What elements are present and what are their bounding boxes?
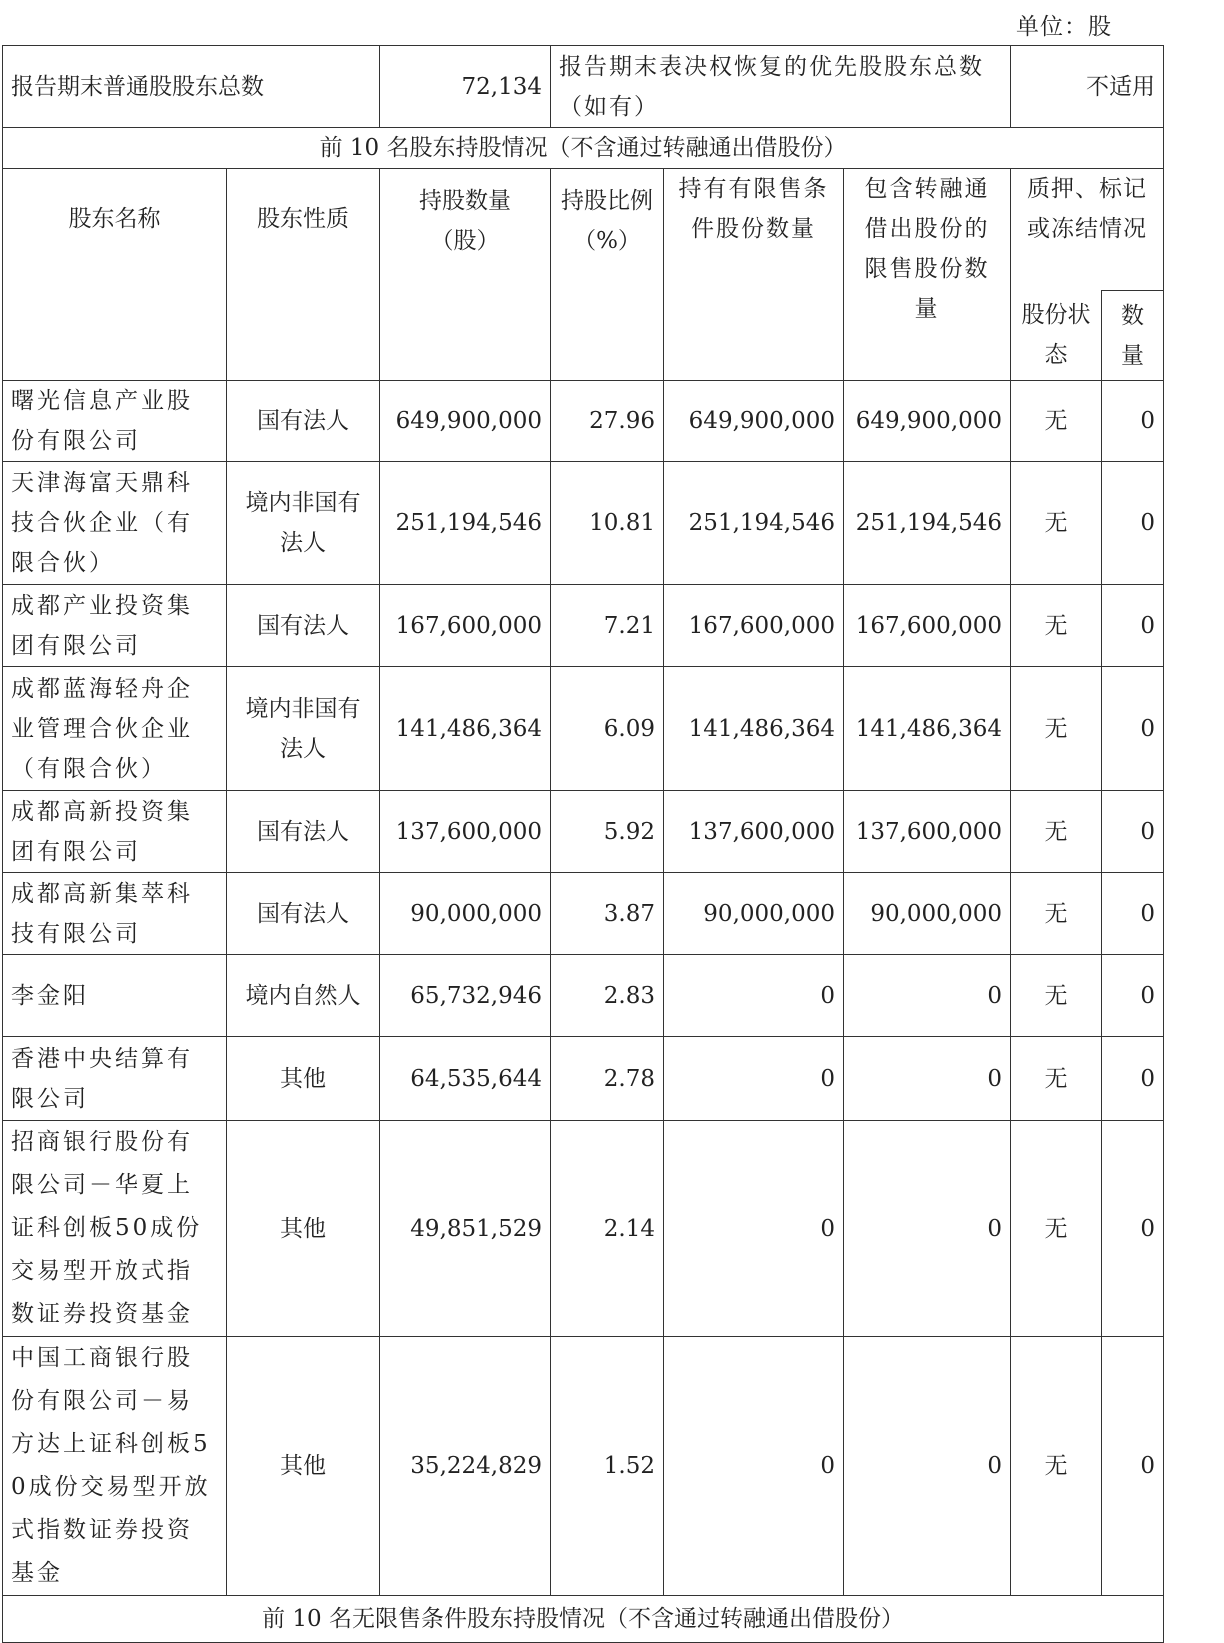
holder-restricted: 141,486,364 bbox=[664, 667, 844, 791]
holder-lent-restricted: 167,600,000 bbox=[844, 585, 1011, 667]
holder-ratio: 5.92 bbox=[551, 791, 664, 873]
holder-ratio: 27.96 bbox=[551, 381, 664, 462]
holder-restricted: 0 bbox=[664, 1037, 844, 1121]
holder-restricted: 0 bbox=[664, 955, 844, 1037]
holder-name: 天津海富天鼎科技合伙企业（有限合伙） bbox=[3, 462, 227, 585]
table-row bbox=[3, 873, 1164, 955]
holder-name: 李金阳 bbox=[3, 955, 227, 1037]
holder-pledge-status: 无 bbox=[1011, 1037, 1102, 1121]
holder-nature: 国有法人 bbox=[227, 381, 380, 462]
holder-lent-restricted: 0 bbox=[844, 955, 1011, 1037]
holder-ratio: 2.78 bbox=[551, 1037, 664, 1121]
holder-nature: 境内非国有法人 bbox=[227, 667, 380, 791]
holder-lent-restricted: 0 bbox=[844, 1037, 1011, 1121]
holder-nature: 国有法人 bbox=[227, 873, 380, 955]
holder-lent-restricted: 0 bbox=[844, 1337, 1011, 1596]
header-pledge-status: 股份状态 bbox=[1011, 291, 1102, 381]
holder-nature: 国有法人 bbox=[227, 791, 380, 873]
holder-restricted: 167,600,000 bbox=[664, 585, 844, 667]
holder-shares: 649,900,000 bbox=[380, 381, 551, 462]
preferred-holders-label: 报告期末表决权恢复的优先股股东总数（如有） bbox=[551, 46, 1011, 128]
holder-pledge-status: 无 bbox=[1011, 873, 1102, 955]
holder-name: 成都产业投资集团有限公司 bbox=[3, 585, 227, 667]
holder-lent-restricted: 137,600,000 bbox=[844, 791, 1011, 873]
holder-shares: 137,600,000 bbox=[380, 791, 551, 873]
table-row bbox=[3, 955, 1164, 1037]
holder-shares: 167,600,000 bbox=[380, 585, 551, 667]
holder-restricted: 137,600,000 bbox=[664, 791, 844, 873]
holder-lent-restricted: 141,486,364 bbox=[844, 667, 1011, 791]
holder-pledge-qty: 0 bbox=[1102, 791, 1164, 873]
holder-shares: 90,000,000 bbox=[380, 873, 551, 955]
holder-pledge-qty: 0 bbox=[1102, 1337, 1164, 1596]
holder-lent-restricted: 0 bbox=[844, 1121, 1011, 1337]
next-section-title: 前 10 名无限售条件股东持股情况（不含通过转融通出借股份） bbox=[3, 1596, 1164, 1643]
holder-name: 招商银行股份有限公司－华夏上证科创板50成份交易型开放式指数证券投资基金 bbox=[3, 1121, 227, 1337]
holder-nature: 国有法人 bbox=[227, 585, 380, 667]
table-row bbox=[3, 1337, 1164, 1596]
holder-restricted: 0 bbox=[664, 1121, 844, 1337]
header-pledge-qty: 数量 bbox=[1102, 291, 1164, 381]
next-section-row bbox=[3, 1596, 1164, 1643]
header-nature: 股东性质 bbox=[227, 169, 380, 381]
holder-pledge-qty: 0 bbox=[1102, 955, 1164, 1037]
holder-pledge-status: 无 bbox=[1011, 462, 1102, 585]
header-pledge-group: 质押、标记或冻结情况 bbox=[1011, 169, 1164, 291]
holder-restricted: 649,900,000 bbox=[664, 381, 844, 462]
shareholder-table bbox=[2, 45, 1164, 1643]
holder-nature: 境内自然人 bbox=[227, 955, 380, 1037]
holder-lent-restricted: 649,900,000 bbox=[844, 381, 1011, 462]
common-holders-label: 报告期末普通股股东总数 bbox=[3, 46, 380, 128]
holder-pledge-qty: 0 bbox=[1102, 667, 1164, 791]
holder-nature: 其他 bbox=[227, 1121, 380, 1337]
holder-restricted: 90,000,000 bbox=[664, 873, 844, 955]
section-title-row bbox=[3, 128, 1164, 169]
header-lent-restricted: 包含转融通借出股份的限售股份数量 bbox=[844, 169, 1011, 381]
holder-shares: 251,194,546 bbox=[380, 462, 551, 585]
header-shares: 持股数量（股） bbox=[380, 169, 551, 381]
holder-pledge-status: 无 bbox=[1011, 585, 1102, 667]
holder-shares: 49,851,529 bbox=[380, 1121, 551, 1337]
holder-pledge-status: 无 bbox=[1011, 1121, 1102, 1337]
holder-pledge-qty: 0 bbox=[1102, 585, 1164, 667]
holder-name: 中国工商银行股份有限公司－易方达上证科创板50成份交易型开放式指数证券投资基金 bbox=[3, 1337, 227, 1596]
holder-shares: 65,732,946 bbox=[380, 955, 551, 1037]
holder-restricted: 0 bbox=[664, 1337, 844, 1596]
holder-ratio: 10.81 bbox=[551, 462, 664, 585]
holder-nature: 境内非国有法人 bbox=[227, 462, 380, 585]
holder-ratio: 3.87 bbox=[551, 873, 664, 955]
header-row bbox=[3, 169, 1164, 291]
holder-shares: 35,224,829 bbox=[380, 1337, 551, 1596]
holder-pledge-qty: 0 bbox=[1102, 462, 1164, 585]
holder-pledge-qty: 0 bbox=[1102, 1037, 1164, 1121]
header-restricted: 持有有限售条件股份数量 bbox=[664, 169, 844, 381]
holder-pledge-qty: 0 bbox=[1102, 873, 1164, 955]
holder-pledge-status: 无 bbox=[1011, 955, 1102, 1037]
table-row bbox=[3, 1121, 1164, 1337]
holder-name: 曙光信息产业股份有限公司 bbox=[3, 381, 227, 462]
header-name: 股东名称 bbox=[3, 169, 227, 381]
holder-pledge-status: 无 bbox=[1011, 667, 1102, 791]
holder-name: 香港中央结算有限公司 bbox=[3, 1037, 227, 1121]
holder-shares: 64,535,644 bbox=[380, 1037, 551, 1121]
header-ratio: 持股比例（%） bbox=[551, 169, 664, 381]
holder-lent-restricted: 251,194,546 bbox=[844, 462, 1011, 585]
holder-name: 成都高新投资集团有限公司 bbox=[3, 791, 227, 873]
holder-pledge-status: 无 bbox=[1011, 1337, 1102, 1596]
preferred-holders-value: 不适用 bbox=[1011, 46, 1164, 128]
holder-restricted: 251,194,546 bbox=[664, 462, 844, 585]
summary-row bbox=[3, 46, 1164, 128]
holder-ratio: 2.14 bbox=[551, 1121, 664, 1337]
table-row bbox=[3, 667, 1164, 791]
holder-pledge-qty: 0 bbox=[1102, 381, 1164, 462]
holder-ratio: 6.09 bbox=[551, 667, 664, 791]
holder-pledge-qty: 0 bbox=[1102, 1121, 1164, 1337]
holder-ratio: 1.52 bbox=[551, 1337, 664, 1596]
holder-name: 成都蓝海轻舟企业管理合伙企业（有限合伙） bbox=[3, 667, 227, 791]
holder-lent-restricted: 90,000,000 bbox=[844, 873, 1011, 955]
holder-ratio: 7.21 bbox=[551, 585, 664, 667]
table-row bbox=[3, 462, 1164, 585]
holder-nature: 其他 bbox=[227, 1337, 380, 1596]
holder-shares: 141,486,364 bbox=[380, 667, 551, 791]
table-row bbox=[3, 585, 1164, 667]
table-row bbox=[3, 381, 1164, 462]
holder-pledge-status: 无 bbox=[1011, 791, 1102, 873]
holder-ratio: 2.83 bbox=[551, 955, 664, 1037]
holder-name: 成都高新集萃科技有限公司 bbox=[3, 873, 227, 955]
holder-nature: 其他 bbox=[227, 1037, 380, 1121]
table-row bbox=[3, 1037, 1164, 1121]
table-row bbox=[3, 791, 1164, 873]
section-title: 前 10 名股东持股情况（不含通过转融通出借股份） bbox=[3, 128, 1164, 169]
common-holders-value: 72,134 bbox=[380, 46, 551, 128]
unit-label: 单位：股 bbox=[1016, 14, 1112, 40]
holder-pledge-status: 无 bbox=[1011, 381, 1102, 462]
